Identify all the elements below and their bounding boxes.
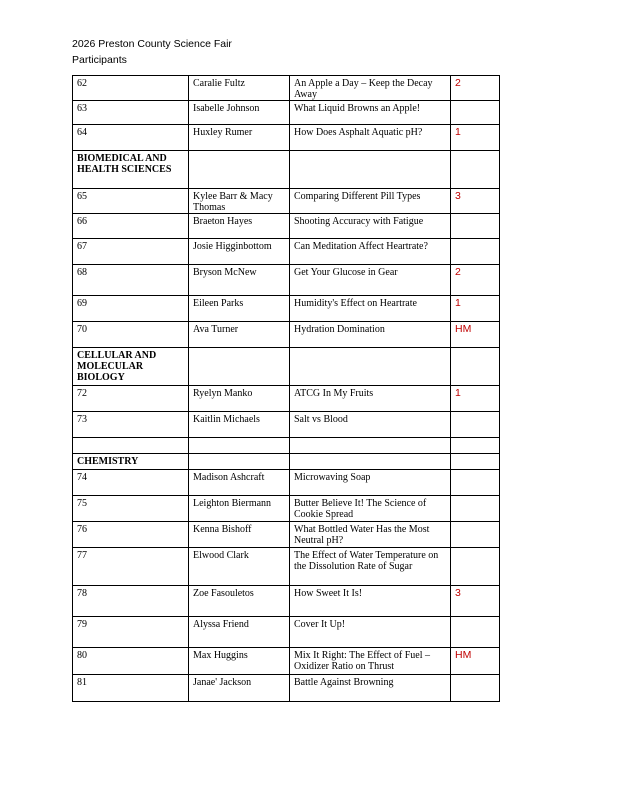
entry-number: 81 [73, 675, 189, 702]
empty-cell [451, 348, 500, 386]
participant-row [73, 125, 500, 151]
participant-row [73, 386, 500, 412]
project-title: Comparing Different Pill Types [290, 189, 451, 214]
empty-cell [189, 438, 290, 454]
project-title: The Effect of Water Temperature on the Dissolution Rate of Sugar [290, 548, 451, 586]
project-title: ATCG In My Fruits [290, 386, 451, 412]
entry-number: 78 [73, 586, 189, 617]
empty-cell [189, 348, 290, 386]
entry-number: 65 [73, 189, 189, 214]
participant-name: Caralie Fultz [189, 76, 290, 101]
participant-name: Janae' Jackson [189, 675, 290, 702]
participant-row [73, 586, 500, 617]
participant-row [73, 322, 500, 348]
award-place: 1 [451, 296, 500, 322]
project-title: How Does Asphalt Aquatic pH? [290, 125, 451, 151]
project-title: How Sweet It Is! [290, 586, 451, 617]
empty-cell [290, 454, 451, 470]
award-place: 3 [451, 586, 500, 617]
award-place: HM [451, 322, 500, 348]
participant-row [73, 76, 500, 101]
participant-name: Eileen Parks [189, 296, 290, 322]
participant-name: Leighton Biermann [189, 496, 290, 522]
participant-name: Kenna Bishoff [189, 522, 290, 548]
empty-cell [290, 438, 451, 454]
award-place [451, 675, 500, 702]
participant-row [73, 675, 500, 702]
entry-number: 75 [73, 496, 189, 522]
project-title: Hydration Domination [290, 322, 451, 348]
project-title: Butter Believe It! The Science of Cookie Spread [290, 496, 451, 522]
category-row [73, 348, 500, 386]
entry-number: 72 [73, 386, 189, 412]
entry-number: 63 [73, 101, 189, 125]
participants-table-body [73, 76, 500, 702]
participant-row [73, 496, 500, 522]
project-title: Battle Against Browning [290, 675, 451, 702]
page-subtitle: Participants [72, 54, 127, 66]
participant-name: Isabelle Johnson [189, 101, 290, 125]
page-title: 2026 Preston County Science Fair [72, 38, 232, 50]
entry-number: 64 [73, 125, 189, 151]
participant-name: Alyssa Friend [189, 617, 290, 648]
participant-row [73, 522, 500, 548]
participant-name: Max Huggins [189, 648, 290, 675]
award-place: 2 [451, 265, 500, 296]
participant-name: Zoe Fasouletos [189, 586, 290, 617]
project-title: What Liquid Browns an Apple! [290, 101, 451, 125]
empty-cell [73, 438, 189, 454]
project-title: Microwaving Soap [290, 470, 451, 496]
award-place [451, 214, 500, 239]
entry-number: 73 [73, 412, 189, 438]
empty-cell [189, 151, 290, 189]
entry-number: 62 [73, 76, 189, 101]
project-title: Mix It Right: The Effect of Fuel –Oxidizer Ratio on Thrust [290, 648, 451, 675]
entry-number: 77 [73, 548, 189, 586]
empty-cell [290, 151, 451, 189]
project-title: Shooting Accuracy with Fatigue [290, 214, 451, 239]
participant-name: Kaitlin Michaels [189, 412, 290, 438]
participant-name: Madison Ashcraft [189, 470, 290, 496]
award-place [451, 412, 500, 438]
participant-name: Ryelyn Manko [189, 386, 290, 412]
participant-row [73, 101, 500, 125]
award-place [451, 548, 500, 586]
participant-name: Kylee Barr & Macy Thomas [189, 189, 290, 214]
project-title: Can Meditation Affect Heartrate? [290, 239, 451, 265]
award-place: 2 [451, 76, 500, 101]
entry-number: 79 [73, 617, 189, 648]
category-row [73, 454, 500, 470]
entry-number: 74 [73, 470, 189, 496]
project-title: Cover It Up! [290, 617, 451, 648]
participant-row [73, 617, 500, 648]
category-title: CHEMISTRY [73, 454, 189, 470]
entry-number: 76 [73, 522, 189, 548]
project-title: An Apple a Day – Keep the Decay Away [290, 76, 451, 101]
project-title: What Bottled Water Has the Most Neutral pH? [290, 522, 451, 548]
award-place [451, 522, 500, 548]
participant-name: Josie Higginbottom [189, 239, 290, 265]
entry-number: 68 [73, 265, 189, 296]
entry-number: 66 [73, 214, 189, 239]
award-place [451, 239, 500, 265]
participant-name: Huxley Rumer [189, 125, 290, 151]
project-title: Salt vs Blood [290, 412, 451, 438]
participant-row [73, 548, 500, 586]
award-place: 1 [451, 125, 500, 151]
empty-cell [451, 151, 500, 189]
empty-cell [451, 438, 500, 454]
award-place: 1 [451, 386, 500, 412]
award-place [451, 470, 500, 496]
award-place: 3 [451, 189, 500, 214]
project-title: Humidity's Effect on Heartrate [290, 296, 451, 322]
blank-row [73, 438, 500, 454]
participant-row [73, 470, 500, 496]
participant-row [73, 189, 500, 214]
entry-number: 80 [73, 648, 189, 675]
empty-cell [189, 454, 290, 470]
award-place [451, 101, 500, 125]
participant-name: Elwood Clark [189, 548, 290, 586]
award-place [451, 617, 500, 648]
participant-row [73, 296, 500, 322]
participant-row [73, 214, 500, 239]
empty-cell [451, 454, 500, 470]
page-header [72, 36, 232, 68]
participant-row [73, 239, 500, 265]
project-title: Get Your Glucose in Gear [290, 265, 451, 296]
entry-number: 69 [73, 296, 189, 322]
category-row [73, 151, 500, 189]
entry-number: 70 [73, 322, 189, 348]
award-place [451, 496, 500, 522]
participant-row [73, 412, 500, 438]
entry-number: 67 [73, 239, 189, 265]
participant-name: Ava Turner [189, 322, 290, 348]
participant-name: Braeton Hayes [189, 214, 290, 239]
category-title: CELLULAR AND MOLECULAR BIOLOGY [73, 348, 189, 386]
participant-row [73, 648, 500, 675]
participant-row [73, 265, 500, 296]
empty-cell [290, 348, 451, 386]
category-title: BIOMEDICAL AND HEALTH SCIENCES [73, 151, 189, 189]
participants-table [72, 75, 500, 702]
award-place: HM [451, 648, 500, 675]
participant-name: Bryson McNew [189, 265, 290, 296]
